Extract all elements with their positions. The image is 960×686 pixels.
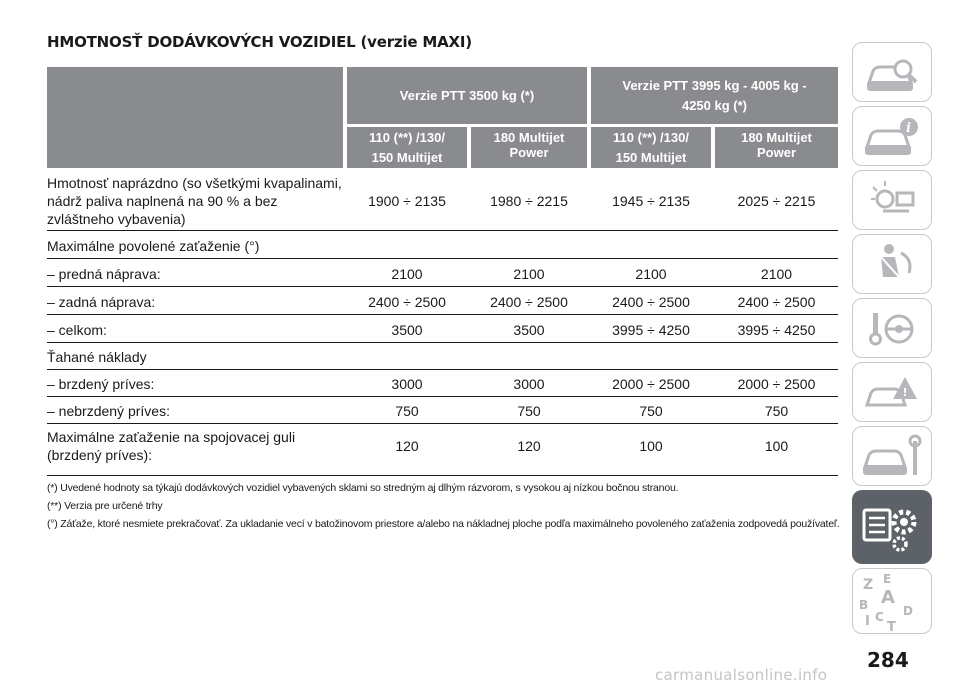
tab-warning-triangle-car[interactable] [852, 362, 932, 422]
cell: 3500 [513, 322, 545, 338]
table-row [47, 230, 838, 259]
cell: 1945 ÷ 2135 [612, 193, 690, 209]
tab-car-wrench[interactable] [852, 426, 932, 486]
tab-car-info[interactable] [852, 106, 932, 166]
header-group2-line1: Verzie PTT 3995 kg - 4005 kg - [622, 77, 807, 93]
header-col-180-power-a [471, 127, 587, 168]
cell: 3995 ÷ 4250 [612, 322, 690, 338]
table-row [47, 314, 838, 343]
header-col4-line2: Power [756, 145, 796, 160]
dashboard-lights-icon [853, 171, 933, 231]
table-row [47, 168, 838, 231]
header-group-ptt-3500 [347, 67, 587, 124]
footnote: (*) Uvedené hodnoty sa týkajú dodávkových vozidiel vybavených sklami so stredným aj dlhým rázvorom, s vysokou aj nízkou bočnou stranou. [47, 482, 679, 494]
header-empty-cell [47, 67, 343, 168]
row-label: – zadná náprava: [47, 294, 156, 310]
svg-text:!: ! [902, 386, 908, 399]
seatbelt-airbag-icon [853, 235, 933, 295]
cell: 100 [639, 438, 663, 454]
watermark: carmanualsonline.info [655, 666, 828, 684]
car-info-icon [853, 107, 933, 167]
cell: 750 [395, 403, 419, 419]
page-number: 284 [867, 648, 909, 672]
row-label-line: Maximálne zaťaženie na spojovacej guli [47, 429, 296, 445]
header-group2-line2: 4250 kg (*) [681, 97, 748, 113]
row-label: Maximálne povolené zaťaženie (°) [47, 238, 260, 254]
cell: 750 [639, 403, 663, 419]
header-col4-line1: 180 Multijet [741, 130, 812, 145]
warning-triangle-car-icon [853, 363, 933, 423]
header-col2-line2: Power [509, 145, 549, 160]
row-label: Ťahané náklady [47, 349, 147, 365]
row-label-line: zvláštneho vybavenia) [47, 211, 186, 227]
alphabet-index-icon [853, 569, 933, 635]
tab-car-search[interactable] [852, 42, 932, 102]
index-letter-a: A [881, 587, 895, 608]
car-wrench-icon [853, 427, 933, 487]
page-title: HMOTNOSŤ DODÁVKOVÝCH VOZIDIEL (verzie MAXI) [47, 33, 472, 51]
table-row [47, 369, 838, 397]
cell: 3500 [391, 322, 423, 338]
cell: 3995 ÷ 4250 [737, 322, 816, 338]
cell: 3000 [391, 376, 423, 392]
row-label-line: Hmotnosť naprázdno (so všetkými kvapalinami, [47, 175, 342, 191]
cell: 2400 ÷ 2500 [490, 294, 568, 310]
table-row [47, 258, 838, 287]
cell: 2400 ÷ 2500 [368, 294, 446, 310]
header-col-110-150-a [347, 127, 467, 168]
index-letter-e: E [883, 572, 892, 586]
header-col3-line2: 150 Multijet [615, 149, 687, 165]
tab-dashboard-lights[interactable] [852, 170, 932, 230]
header-col-110-150-b [591, 127, 711, 168]
cell: 2100 [760, 266, 793, 282]
header-col2-line1: 180 Multijet [493, 130, 565, 145]
row-label: – nebrzdený príves: [47, 403, 170, 419]
table-row [47, 396, 838, 424]
cell: 2400 ÷ 2500 [737, 294, 816, 310]
header-col-180-power-b [715, 127, 838, 168]
specs-gear-icon [852, 490, 932, 564]
steering-wheel-key-icon [853, 299, 933, 359]
svg-text:i: i [906, 121, 911, 136]
cell: 750 [764, 403, 789, 419]
index-letter-i: I [865, 614, 870, 629]
cell: 3000 [513, 376, 545, 392]
tab-seatbelt-airbag[interactable] [852, 234, 932, 294]
cell: 120 [395, 438, 419, 454]
row-label: – brzdený príves: [47, 376, 155, 392]
tab-specs[interactable] [852, 490, 932, 564]
index-letter-b: B [859, 598, 869, 612]
row-label-line: nádrž paliva naplnená na 90 % a bez [47, 193, 278, 209]
cell: 2025 ÷ 2215 [737, 193, 816, 209]
index-letter-d: D [903, 604, 913, 618]
table-row [47, 423, 838, 476]
cell: 100 [764, 438, 789, 454]
cell: 750 [517, 403, 541, 419]
cell: 2400 ÷ 2500 [612, 294, 690, 310]
cell: 2000 ÷ 2500 [737, 376, 816, 392]
index-letter-c: C [875, 610, 884, 624]
cell: 2000 ÷ 2500 [612, 376, 690, 392]
footnote: (°) Záťaže, ktoré nesmiete prekračovať. Za ukladanie vecí v batožinovom priestore a/alebo na nákladnej ploche podľa maximálneho povoleného zaťaženia zodpovedá používateľ. [47, 518, 840, 530]
cell: 120 [517, 438, 541, 454]
cell: 2100 [391, 266, 423, 282]
header-col1-line2: 150 Multijet [371, 149, 443, 165]
cell: 2100 [635, 266, 667, 282]
cell: 1900 ÷ 2135 [368, 193, 446, 209]
header-group1-label: Verzie PTT 3500 kg (*) [399, 87, 535, 103]
row-label: – predná náprava: [47, 266, 161, 282]
car-search-icon [853, 43, 933, 103]
header-group-ptt-3995 [591, 67, 838, 124]
tab-alphabetical-index[interactable] [852, 568, 932, 634]
cell: 1980 ÷ 2215 [490, 193, 568, 209]
header-col3-line1: 110 (**) /130/ [613, 129, 689, 145]
table-row [47, 286, 838, 315]
index-letter-z: Z [863, 577, 874, 593]
header-col1-line1: 110 (**) /130/ [369, 129, 445, 145]
tab-steering-wheel-key[interactable] [852, 298, 932, 358]
row-label [47, 428, 295, 464]
table-row [47, 342, 838, 370]
footnote: (**) Verzia pre určené trhy [47, 500, 163, 512]
row-label [47, 174, 342, 228]
cell: 2100 [513, 266, 545, 282]
row-label-line: (brzdený príves): [47, 447, 153, 463]
index-letter-t: T [887, 620, 896, 635]
row-label: – celkom: [47, 322, 107, 338]
